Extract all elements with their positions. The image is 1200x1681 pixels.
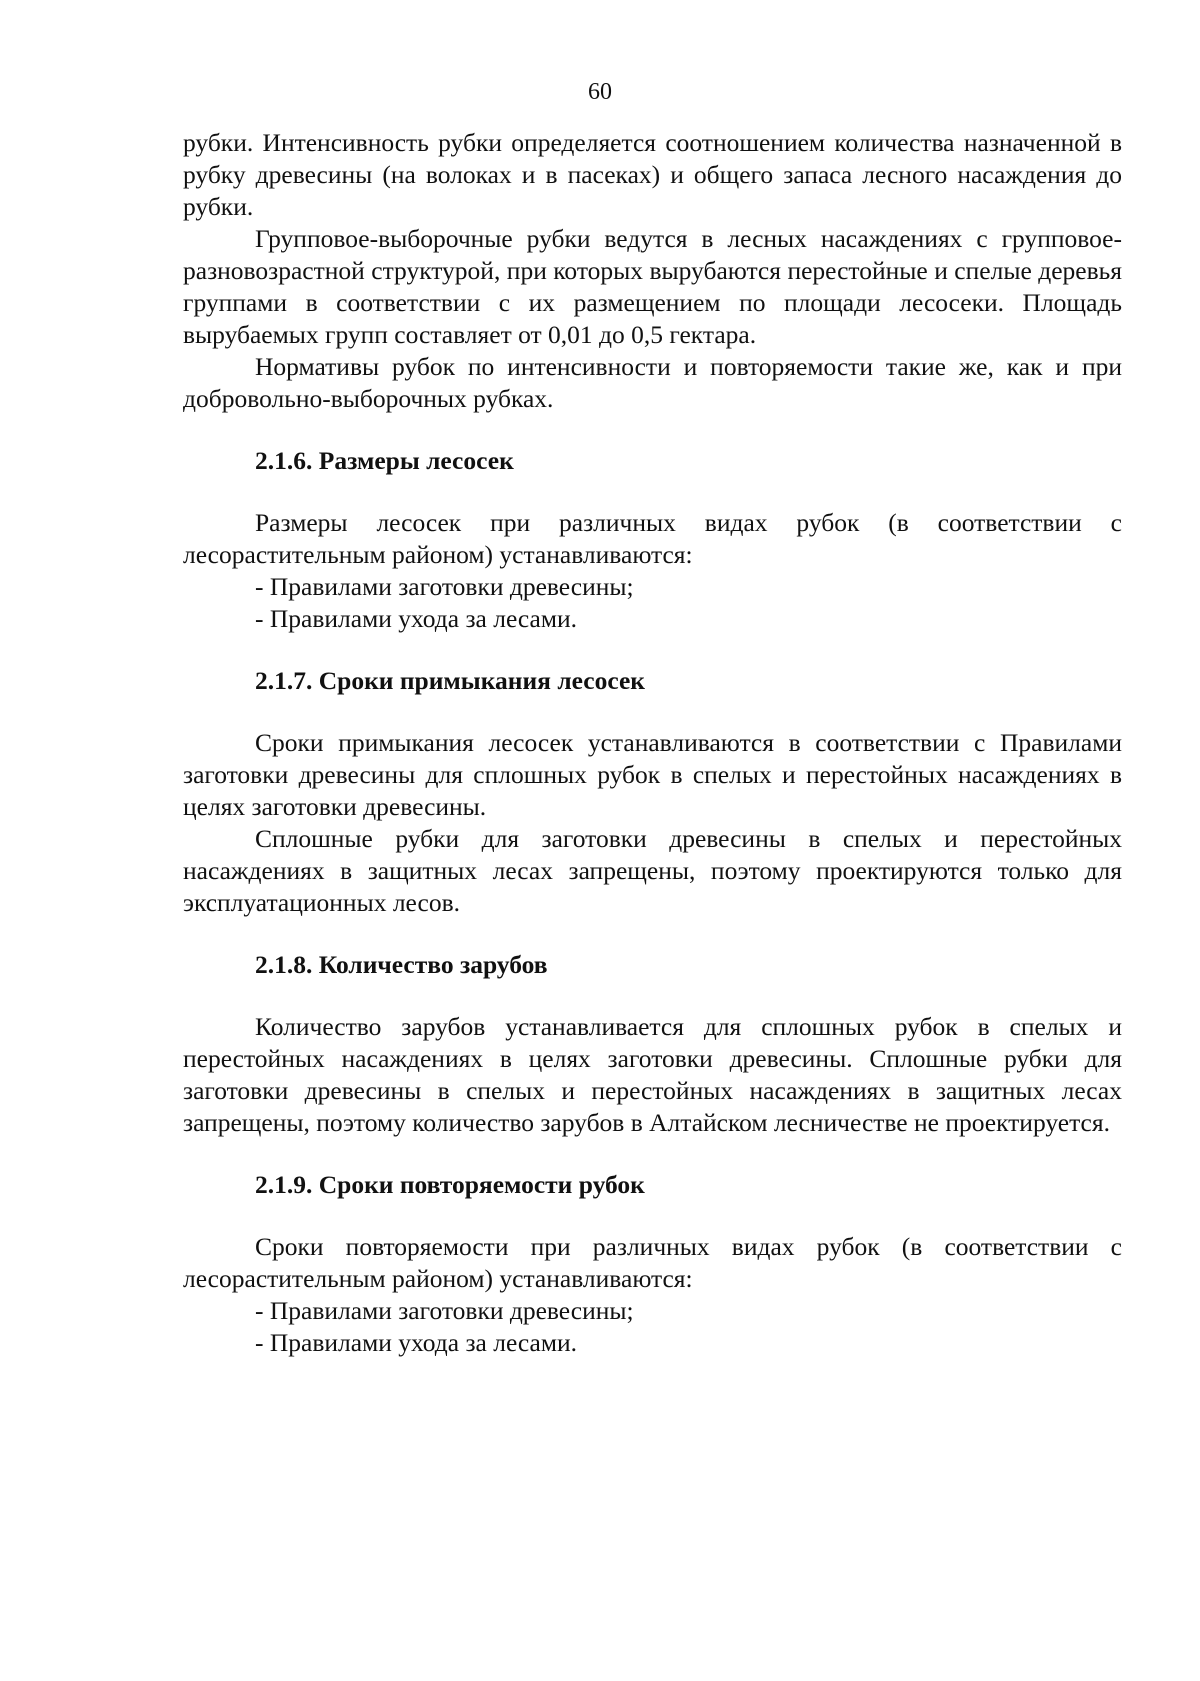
intro-paragraph: рубки. Интенсивность рубки определяется соотношением количества назначенной в рубку древесины (на волоках и в пасеках) и общего запаса лесного насаждения до рубки.: [183, 128, 1122, 221]
section-heading-2-1-6: 2.1.6. Размеры лесосек: [255, 446, 514, 475]
norms-paragraph: Нормативы рубок по интенсивности и повторяемости такие же, как и при добровольно-выборочных рубках.: [183, 352, 1122, 413]
section-heading-2-1-7: 2.1.7. Сроки примыкания лесосек: [255, 666, 645, 695]
document-body: [183, 127, 1122, 1359]
section-heading-2-1-8: 2.1.8. Количество зарубов: [255, 950, 548, 979]
list-item: - Правилами заготовки древесины;: [255, 572, 634, 601]
section-heading-2-1-9: 2.1.9. Сроки повторяемости рубок: [255, 1170, 645, 1199]
list-item: - Правилами ухода за лесами.: [255, 604, 577, 633]
page-number: 60: [588, 79, 612, 105]
list-item: - Правилами ухода за лесами.: [255, 1328, 577, 1357]
section-2-1-7-paragraph-1: Сроки примыкания лесосек устанавливаются в соответствии с Правилами заготовки древесины для сплошных рубок в спелых и перестойных насаждениях в целях заготовки древесины.: [183, 728, 1122, 821]
list-item: - Правилами заготовки древесины;: [255, 1296, 634, 1325]
section-2-1-8-paragraph: Количество зарубов устанавливается для сплошных рубок в спелых и перестойных насаждениях в целях заготовки древесины. Сплошные рубки для заготовки древесины в спелых и перестойных насаждениях в защитных лесах запрещены, поэтому количество зарубов в Алтайском лесничестве не проектируется.: [183, 1012, 1122, 1137]
group-selective-paragraph: Групповое-выборочные рубки ведутся в лесных насаждениях с групповое-разновозрастной структурой, при которых вырубаются перестойные и спелые деревья группами в соответствии с их размещением по площади лесосеки. Площадь вырубаемых групп составляет от 0,01 до 0,5 гектара.: [183, 224, 1122, 349]
section-2-1-9-paragraph: Сроки повторяемости при различных видах рубок (в соответствии с лесорастительным районом) устанавливаются:: [183, 1232, 1122, 1293]
section-2-1-7-paragraph-2: Сплошные рубки для заготовки древесины в спелых и перестойных насаждениях в защитных лесах запрещены, поэтому проектируются только для эксплуатационных лесов.: [183, 824, 1122, 917]
section-2-1-6-paragraph: Размеры лесосек при различных видах рубок (в соответствии с лесорастительным районом) устанавливаются:: [183, 508, 1122, 569]
